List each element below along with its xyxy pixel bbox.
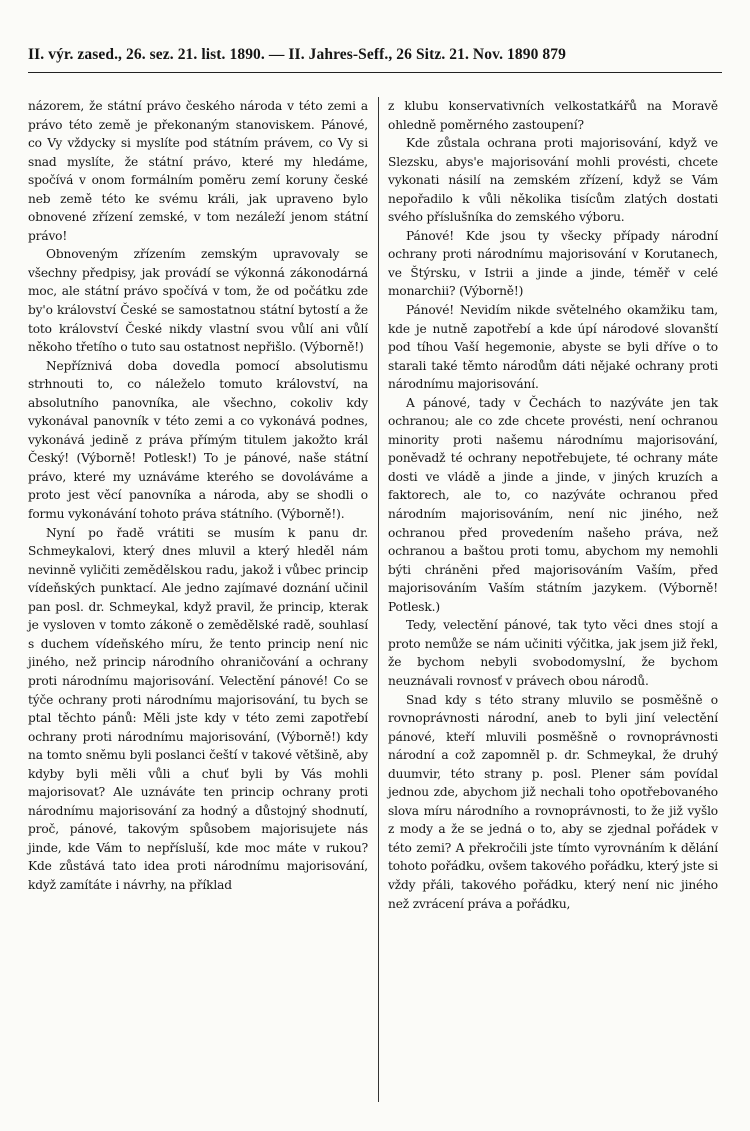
paragraph: Tedy, velectění pánové, tak tyto věci dnes stojí a proto nemůže se nám učiniti výčitka, jak jsem již řekl, že bychom nebyli svobodomyslní, že bychom neuznávali rovnosť v právech obou národů. (388, 618, 718, 688)
header-rule (28, 72, 722, 73)
column-divider (378, 97, 379, 1102)
text-columns (28, 97, 728, 1102)
page-header (28, 46, 722, 64)
paragraph: z klubu konservativních velkostatkářů na Moravě ohledně poměrného zastoupení? (388, 99, 718, 132)
header-text: II. výr. zased., 26. sez. 21. list. 1890. — II. Jahres-Seff., 26 Sitz. 21. Nov. 1890 879 (28, 46, 566, 63)
right-column (388, 97, 718, 1102)
paragraph: Kde zůstala ochrana proti majorisování, když ve Slezsku, abys'e majorisování mohli provésti, chcete vykonati násilí na zemském zřízení, když se Vám nepořadilo k vůli několika tisícům zlatých dostati svého příslušníka do zemského výboru. (388, 136, 718, 225)
paragraph: Pánové! Kde jsou ty všecky případy národní ochrany proti národnímu majorisování v Korutanech, ve Štýrsku, v Istrii a jinde a jinde, téměř v celé monarchii? (Výborně!) (388, 228, 718, 299)
paragraph: Pánové! Nevidím nikde světelného okamžiku tam, kde je nutně zapotřebí a kde úpí národové slovanští pod tíhou Vaší hegemonie, abyste se byli dříve o to starali také těmto národům dáti nějaké ochrany proti národnímu majorisování. (388, 303, 718, 392)
paragraph: Obnoveným zřízením zemským upravovaly se všechny předpisy, jak provádí se výkonná zákonodárná moc, ale státní právo spočívá v tom, že od počátku zde by'o království České se samostatnou státní bytostí a že toto království České nikdy vlastní svou vůlí ani vůlí někoho třetího o tuto sau ostatnost nepřišlo. (Výborně!) (28, 247, 368, 355)
left-column (28, 97, 368, 1102)
paragraph: Nepříznivá doba dovedla pomocí absolutismu strhnouti to, co náleželo tomuto království, na absolutního panovníka, ale všechno, cokoliv kdy vykonával panovník v této zemi a co vykonává podnes, vykonává jedině z práva přímým titulem jakožto král Český! (Výborně! Potlesk!) To je pánové, naše státní právo, které my uznáváme kterého se dovoláváme a proto jest věcí panovníka a národa, aby se shodli o formu vykonávání tohoto práva státního. (Výborně!). (28, 358, 368, 522)
paragraph: Snad kdy s této strany mluvilo se posměšně o rovnoprávnosti národní, aneb to byli jiní velectění pánové, kteří mluvili posměšně o rovnoprávnosti národní a což zapomněl p. dr. Schmeykal, že druhý duumvir, této strany p. posl. Plener sám povídal jednou zde, abychom již nechali toho opotřebovaného slova míru národního a rovnoprávnosti, to že již vyšlo z mody a že se jedná o to, aby se zjednal pořádek v této zemi? A překročili jste tímto vyrovnáním k dělání tohoto pořádku, ovšem takového pořádku, který jste si vždy přáli, takového pořádku, který není nic jiného než zvrácení práva a pořádku, (388, 692, 718, 911)
paragraph: Nyní po řadě vrátiti se musím k panu dr. Schmeykalovi, který dnes mluvil a který hleděl nám nevinně vyličiti zemědělskou radu, jakož i vůbec princip vídeňských punktací. Ale jedno zajímavé doznání učinil pan posl. dr. Schmeykal, když pravil, že princip, kterak je vysloven v tomto zákoně o zemědělské radě, souhlasí s duchem vídeňského míru, že tento princip není nic jiného, než princip národního ohraničování a ochrany proti národnímu majorisování. Velectění pánové! Co se týče ochrany proti národnímu majorisování, tu bych se ptal těchto pánů: Měli jste kdy v této zemi zapotřebí ochrany proti národnímu majorisování, (Výborně!) kdy na tomto sněmu byli poslanci čeští v takové většině, aby kdyby byli měli vůli a chuť byli by Vás mohli majorisovat? Ale uznáváte ten princip ochrany proti národnímu majorisování za hodný a důstojný shodnutí, proč, pánové, takovým spůsobem majorisujete nás jinde, kde Vám to nepřísluší, kde moc máte v rukou? Kde zůstává tato idea proti národnímu majorisování, když zamítáte i návrhy, na příklad (28, 525, 368, 892)
paragraph: A pánové, tady v Čechách to nazýváte jen tak ochranou; ale co zde chcete provésti, není ochranou minority proti našemu národnímu majorisování, poněvadž té ochrany nepotřebujete, té ochrany máte dosti ve vládě a jinde a jinde, v jiných kruzích a faktorech, ale to, co nazýváte ochranou před národním majorisováním, není nic jiného, než ochranou před provedením našeho práva, než ochranou a baštou proti tomu, abychom my nemohli býti chráněni před majorisováním Vaším, před majorisováním Vaším státním jazykem. (Výborně! Potlesk.) (388, 395, 718, 614)
paragraph: názorem, že státní právo českého národa v této zemi a právo této země je překonaným stanoviskem. Pánové, co Vy vždycky si myslíte pod státním právem, co Vy si snad myslíte, že státní právo, které my hledáme, spočívá v onom formálním poměru zemí koruny české neb země této ke svému králi, jak upraveno bylo obnovené zřízení zemské, v tom nezáleží jenom státní právo! (28, 99, 368, 243)
